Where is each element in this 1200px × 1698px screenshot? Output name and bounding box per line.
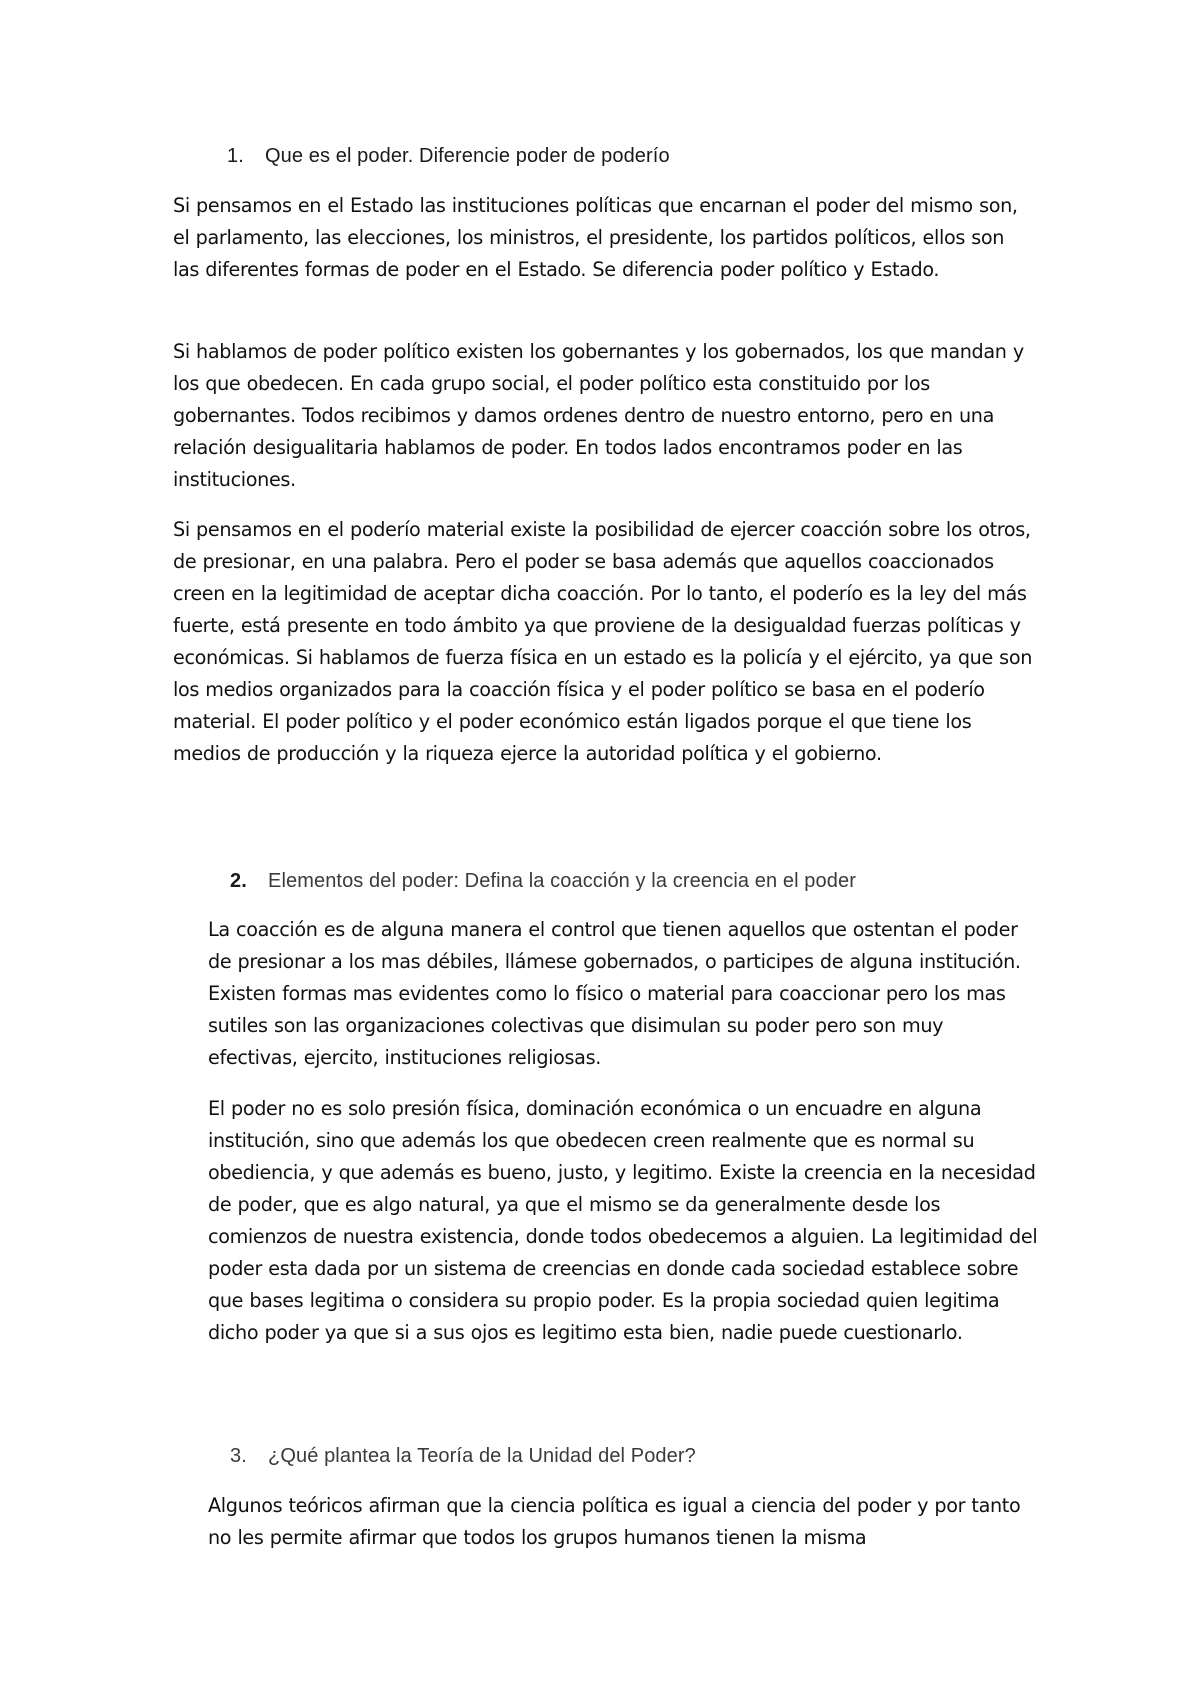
question-heading-2 <box>230 870 856 893</box>
question-text-3: ¿Qué plantea la Teoría de la Unidad del Poder? <box>268 1445 696 1467</box>
question-heading-1 <box>227 145 670 168</box>
paragraph-3: Si pensamos en el poderío material existe la posibilidad de ejercer coacción sobre los otros, de presionar, en una palabra. Pero el poder se basa además que aquellos coaccionados creen en la legitimidad de aceptar dicha coacción. Por lo tanto, el poderío es la ley del más fuerte, está presente en todo ámbito ya que proviene de la desigualdad fuerzas políticas y económicas. Si hablamos de fuerza física en un estado es la policía y el ejército, ya que son los medios organizados para la coacción física y el poder político se basa en el poderío material. El poder político y el poder económico están ligados porque el que tiene los medios de producción y la riqueza ejerce la autoridad política y el gobierno. <box>173 518 1033 765</box>
question-text-2: Elementos del poder: Defina la coacción y la creencia en el poder <box>268 870 856 892</box>
question-number-2: 2. <box>230 870 247 892</box>
paragraph-1: Si pensamos en el Estado las instituciones políticas que encarnan el poder del mismo son, el parlamento, las elecciones, los ministros, el presidente, los partidos políticos, ellos son las diferentes formas de poder en el Estado. Se diferencia poder político y Estado. <box>173 194 1018 281</box>
paragraph-5: El poder no es solo presión física, dominación económica o un encuadre en alguna institución, sino que además los que obedecen creen realmente que es normal su obediencia, y que además es bueno, justo, y legitimo. Existe la creencia en la necesidad de poder, que es algo natural, ya que el mismo se da generalmente desde los comienzos de nuestra existencia, donde todos obedecemos a alguien. La legitimidad del poder esta dada por un sistema de creencias en donde cada sociedad establece sobre que bases legitima o considera su propio poder. Es la propia sociedad quien legitima dicho poder ya que si a sus ojos es legitimo esta bien, nadie puede cuestionarlo. <box>208 1097 1038 1344</box>
paragraph-6: Algunos teóricos afirman que la ciencia política es igual a ciencia del poder y por tanto no les permite afirmar que todos los grupos humanos tienen la misma <box>208 1494 1021 1549</box>
question-text-1: Que es el poder. Diferencie poder de poderío <box>265 145 670 167</box>
question-heading-3 <box>230 1445 696 1468</box>
question-number-3: 3. <box>230 1445 247 1467</box>
paragraph-4: La coacción es de alguna manera el control que tienen aquellos que ostentan el poder de presionar a los mas débiles, llámese gobernados, o participes de alguna institución. Existen formas mas evidentes como lo físico o material para coaccionar pero los mas sutiles son las organizaciones colectivas que disimulan su poder pero son muy efectivas, ejercito, instituciones religiosas. <box>208 918 1021 1069</box>
paragraph-2: Si hablamos de poder político existen los gobernantes y los gobernados, los que mandan y los que obedecen. En cada grupo social, el poder político esta constituido por los gobernantes. Todos recibimos y damos ordenes dentro de nuestro entorno, pero en una relación desigualitaria hablamos de poder. En todos lados encontramos poder en las instituciones. <box>173 340 1024 491</box>
question-number-1: 1. <box>227 145 244 167</box>
